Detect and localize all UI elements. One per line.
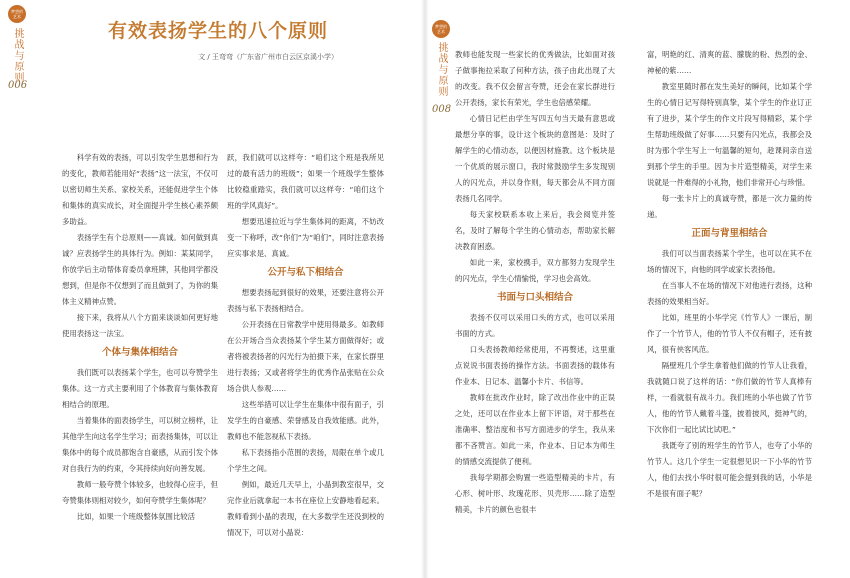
paragraph: 接下来，我将从八个方面来谈谈如何更好地使用表扬这一法宝。 <box>62 313 218 338</box>
column-badge-icon: 梦想的 艺术 <box>8 5 26 23</box>
paragraph: 在当事人不在场的情况下对他进行表扬，这种表扬的效果相当好。 <box>647 281 812 306</box>
paragraph: 我每学期都会购置一些造型精美的卡片，有心形、树叶形、玫瑰花形、贝壳形……除了造型精美，卡片的颜色也很丰 <box>455 473 615 514</box>
paragraph: 如此一来，家校携手，双方都努力发现学生的闪光点，学生心情愉悦，学习也会高效。 <box>455 258 615 283</box>
paragraph: 表扬学生有个总原则——真诚。如何做到真诚？应表扬学生的具体行为。例如：某某同学，你放学后主动帮体育委员拿班牌，其他同学都没想到，但是你不仅想到了而且做到了，为你的集体主义精神点赞。 <box>62 233 218 306</box>
section-heading: 公开与私下相结合 <box>267 267 344 278</box>
right-column-1 <box>455 47 615 518</box>
paragraph: 表扬不仅可以采用口头的方式，也可以采用书面的方式。 <box>455 313 615 338</box>
paragraph: 当着集体的面表扬学生，可以树立榜样，让其他学生向这名学生学习；而表扬集体，可以让集体中的每个成员都饱含自豪感，从而引发个体对自我行为的约束，令其持续向好向善发展。 <box>62 416 218 473</box>
paragraph: 隔壁班几个学生拿着他们做的竹节人让我看，我就随口说了这样的话：“你们做的竹节人真棒有样，一看就很有战斗力。我们班的小华也做了竹节人，他的竹节人戴着斗篷，披着披风，挺神气的，下次你们一起比试比试吧。” <box>647 361 812 434</box>
paragraph: 富，明艳的红、清爽的蓝、朦胧的粉、热烈的金、神秘的紫…… <box>647 50 812 75</box>
paragraph: 比如，如果一个班级整体氛围比较活 <box>76 512 196 521</box>
byline: 文 / 王弯弯（广东省广州市白云区京溪小学） <box>198 53 338 61</box>
right-column-2 <box>647 47 812 502</box>
column-badge-icon: 梦想的 艺术 <box>432 20 450 38</box>
left-page <box>0 0 424 578</box>
left-column-1 <box>62 150 218 525</box>
paragraph: 公开表扬在日常教学中使用得最多。如教师在公开场合当众表扬某个学生某方面做得好；或者将被表扬者的闪光行为拍摄下来，在家长群里进行表扬；又或者将学生的优秀作品张贴在公众场合供人参观…… <box>227 320 384 393</box>
paragraph: 这些举措可以让学生在集体中很有面子，引发学生的自豪感、荣誉感及自我效能感。此外，教师也不能忽视私下表扬。 <box>227 400 384 441</box>
paragraph: 口头表扬教师经常使用，不再赘述，这里重点说说书面表扬的操作方法。书面表扬的载体有作业本、日记本、温馨小卡片、书信等。 <box>455 345 615 386</box>
paragraph: 每一张卡片上的真诚夸赞，都是一次力量的传递。 <box>647 194 812 219</box>
paragraph: 比如，班里的小华学完《竹节人》一课后，制作了一个竹节人，他的竹节人不仅有帽子，还有披风，很有侠客风范。 <box>647 313 812 354</box>
paragraph: 教师也能发现一些家长的优秀做法，比如面对孩子做事拖拉采取了何种方法，孩子由此出现了大的改变。我不仅会留言夸赞，还会在家长群进行公开表扬，家长有荣光，学生也倍感荣耀。 <box>455 50 615 107</box>
paragraph: 科学有效的表扬，可以引发学生思想和行为的变化，教师若能用好“表扬”这一法宝，不仅可以密切师生关系、家校关系，还能促进学生个体和集体的真实成长，对全面提升学生核心素养颇多助益。 <box>62 153 218 226</box>
paragraph: 想要表扬起到很好的效果，还要注意将公开表扬与私下表扬相结合。 <box>227 288 384 313</box>
paragraph: 每天家校联系本收上来后，我会阅览并签名，及时了解每个学生的心情动态，帮助家长解决教育困惑。 <box>455 210 615 251</box>
right-page <box>426 0 850 578</box>
paragraph: 例如，最近几天早上，小晶到教室很早，交完作业后就拿起一本书在座位上安静地看起来。教师看到小晶的表现，在大多数学生还没到校的情况下，可以对小晶说： <box>227 480 384 537</box>
section-label: 挑战与原则 <box>436 42 447 97</box>
article-title: 有效表扬学生的八个原则 <box>107 20 328 42</box>
paragraph: 教室里随时都在发生美好的瞬间，比如某个学生的心情日记写得特别真挚，某个学生的作业订正有了进步，某个学生的作文片段写得精彩，某个学生帮助班级做了好事……只要有闪光点，我都会及时为那个学生写上一句温馨的短句，趁课间亲自送到那个学生的手里。因为卡片造型精美，对学生来说就是一件难得的小礼物，他们非常开心与珍惜。 <box>647 82 812 187</box>
page-number: 008 <box>432 104 452 115</box>
paragraph: 教师在批改作业时，除了改出作业中的正误之处，还可以在作业本上留下评语，对于那些在准确率、整洁度和书写方面进步的学生，我从来都不吝赞言。如此一来，作业本、日记本为师生的情感交流提供了便利。 <box>455 393 615 466</box>
paragraph: 私下表扬指小范围的表扬，局限在单个或几个学生之间。 <box>227 448 384 473</box>
paragraph: 教师一般夸赞个体较多，也较得心应手，但夸赞集体则相对较少，如何夸赞学生集体呢？ <box>62 480 218 505</box>
section-heading: 个体与集体相结合 <box>101 347 178 358</box>
paragraph: 心情日记栏由学生写四五句当天最有意思或最想分享的事，设计这个板块的意图是：及时了解学生的心情动态，以便因材施教。这个板块是一个优质的展示窗口，我时常鼓励学生多发现别人的闪光点，并以身作则，每天都会从不同方面表扬几名同学。 <box>455 114 615 203</box>
paragraph: 想要迅速拉近与学生集体间的距离，不妨改变一下称呼，改“你们”为“咱们”，同时注意表扬应实事求是、真诚。 <box>227 217 384 258</box>
paragraph: 我们既可以表扬某个学生，也可以夸赞学生集体。这一方式主要利用了个体教育与集体教育相结合的原理。 <box>62 368 218 409</box>
left-column-2 <box>227 150 384 541</box>
page-number: 006 <box>8 80 28 91</box>
paragraph: 跃，我们就可以这样夸：“咱们这个班是我所见过的最有活力的班级”；如果一个班级学生整体比较稳重踏实，我们就可以这样夸：“咱们这个班的学风真好”。 <box>227 153 384 210</box>
section-heading: 正面与背里相结合 <box>691 228 768 239</box>
section-label: 挑战与原则 <box>12 28 23 83</box>
paragraph: 我既夸了别的班学生的竹节人，也夸了小华的竹节人。这几个学生一定很想见识一下小华的竹节人，他们去找小华时很可能会提到我的话，小华是不是很有面子呢？ <box>647 441 812 498</box>
section-heading: 书面与口头相结合 <box>496 292 573 303</box>
paragraph: 我们可以当面表扬某个学生，也可以在其不在场的情况下，向他的同学或家长表扬他。 <box>647 249 812 274</box>
